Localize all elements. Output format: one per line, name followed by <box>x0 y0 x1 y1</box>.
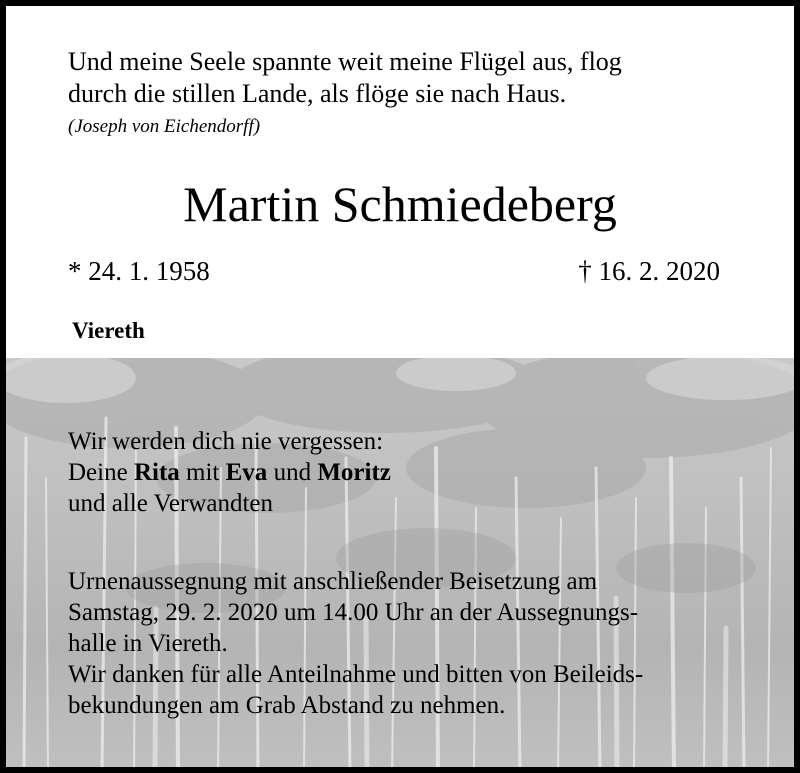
service-line: Samstag, 29. 2. 2020 um 14.00 Uhr an der Aussegnungs- <box>68 599 639 626</box>
birth-date: * 24. 1. 1958 <box>68 256 210 286</box>
mourner-name-rita: Rita <box>133 459 180 486</box>
quote-line: Und meine Seele spannte weit meine Flügel aus, flog <box>68 47 622 76</box>
service-line: Wir danken für alle Anteilnahme und bitten von Beileids- <box>68 661 644 688</box>
mourner-name-eva: Eva <box>225 459 268 486</box>
mourners-line: und alle Verwandten <box>68 490 274 517</box>
mourners-line: Wir werden dich nie vergessen: <box>68 428 384 455</box>
deceased-name: Martin Schmiedeberg <box>183 176 617 232</box>
quote-line: durch die stillen Lande, als flöge sie nach Haus. <box>68 79 567 108</box>
text-fragment: Deine <box>68 459 134 486</box>
quote-author: (Joseph von Eichendorff) <box>68 116 261 137</box>
text-fragment: und <box>267 459 318 486</box>
service-notice <box>68 566 788 721</box>
mourners-line <box>68 457 391 488</box>
poem-quote <box>68 46 748 110</box>
death-date: † 16. 2. 2020 <box>578 256 720 286</box>
service-line: bekundungen am Grab Abstand zu nehmen. <box>68 692 506 719</box>
text-fragment: mit <box>179 459 226 486</box>
mourner-name-moritz: Moritz <box>317 459 391 486</box>
mourners-block <box>68 426 391 519</box>
service-line: halle in Viereth. <box>68 630 228 657</box>
service-line: Urnenaussegnung mit anschließender Beisetzung am <box>68 568 598 595</box>
hometown: Viereth <box>72 318 145 343</box>
